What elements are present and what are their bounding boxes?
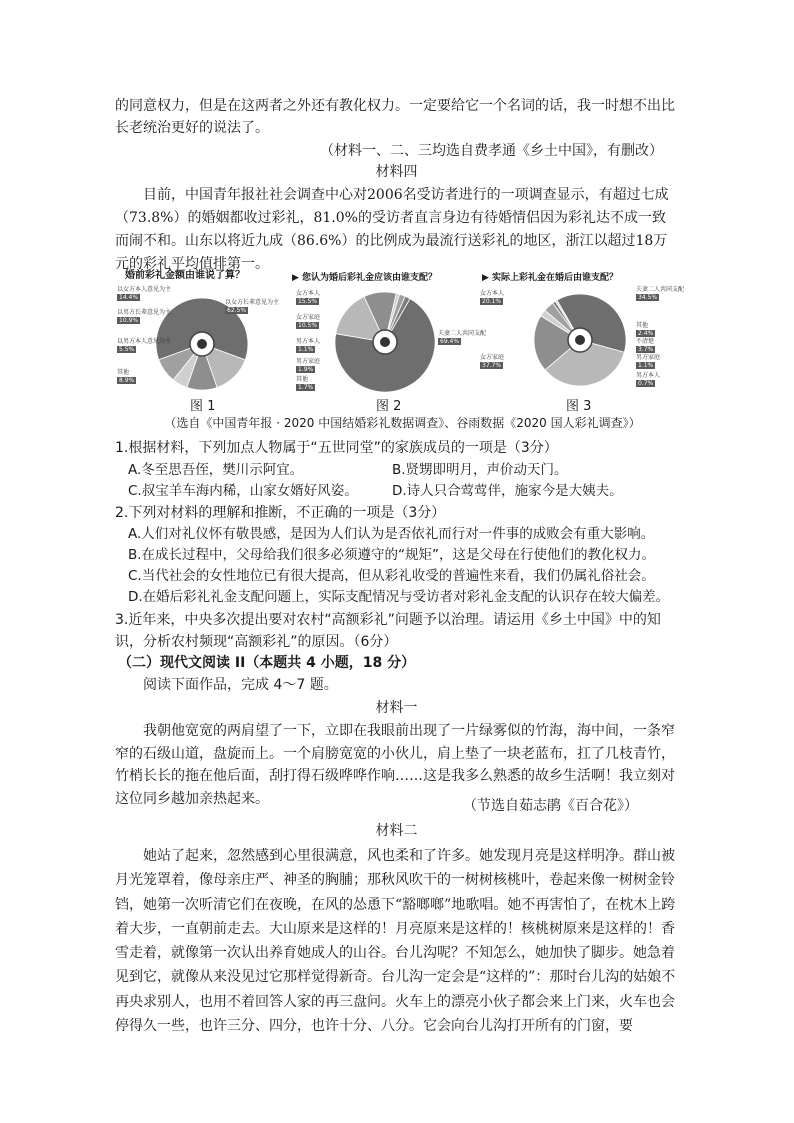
material1-paragraph: 我朝他宽宽的两肩望了一下，立即在我眼前出现了一片绿雾似的竹海，海中间，一条窄窄的石级山道，盘旋而上。一个肩膀宽宽的小伙儿，肩上垫了一块老蓝布，扛了几枝青竹，竹梢长长的拖在他后面，刮打得石级哗哗作响……这是我多么熟悉的故乡生活啊！我立刻对这位同乡越加亲热起来。 — [115, 723, 675, 807]
fig2-label-2: 男方本人 1.1% — [296, 338, 321, 353]
figure-1-pie — [115, 264, 285, 394]
figure-3-label: 图 3 — [566, 399, 592, 414]
fig1-label-4: 以女方长辈意见为主 62.5% — [225, 299, 280, 314]
question-2-stem: 2.下列对材料的理解和推断，不正确的一项是（3分） — [115, 505, 446, 521]
fig1-label-2: 以男方本人意见为主 5.5% — [117, 338, 172, 353]
material2-paragraph: 她站了起来，忽然感到心里很满意，风也柔和了许多。她发现月亮是这样明净。群山被月光笼罩着，像母亲庄严、神圣的胸脯；那秋风吹干的一树树核桃叶，卷起来像一树树金铃铛，她第一次听清它们在夜晚，在风的怂恿下“豁啷啷”地歌唱。她不再害怕了，在枕木上跨着大步，一直朝前走去。大山原来是这样的！月亮原来是这样的！核桃树原来是这样的！香雪走着，就像第一次认出养育她成人的山谷。台儿沟呢？不知怎么，她加快了脚步。她急着见到它，就像从来没见过它那样觉得新奇。台儿沟一定会是“这样的”：那时台儿沟的姑娘不再央求别人，也用不着回答人家的再三盘问。火车上的漂亮小伙子都会来上门来，火车也会停得久一些，也许三分、四分，也许十分、八分。它会向台儿沟打开所有的门窗，要 — [115, 848, 676, 1035]
figure-3-title: ▶ 实际上彩礼金在婚后由谁支配？ — [482, 273, 619, 283]
material4-paragraph: 目前，中国青年报社社会调查中心对2006名受访者进行的一项调查显示，有超过七成（73.8%）的婚姻都收过彩礼，81.0%的受访者直言身边有待婚情侣因为彩礼达不成一致而闹不和。山东以将近九成（86.6%）的比例成为最流行送彩礼的地区，浙江以超过18万元的彩礼平均值排第一。 — [115, 187, 669, 272]
figure-1-label: 图 1 — [190, 399, 216, 414]
section-2-heading: （二）现代文阅读 II（本题共 4 小题，18 分） — [118, 655, 416, 671]
intro-line-2: 长老统治更好的说法了。 — [115, 120, 269, 136]
fig3-label-5: 男方家庭 1.1% — [636, 354, 661, 369]
material2-heading: 材料二 — [375, 823, 418, 839]
pie-center-icon-3 — [575, 335, 585, 345]
fig1-label-1: 以男方长辈意见为主 10.9% — [117, 309, 172, 324]
fig3-label-2: 夫妻二人共同支配 34.5% — [636, 286, 685, 301]
question-1-stem: 1.根据材料，下列加点人物属于“五世同堂”的家族成员的一项是（3分） — [115, 440, 558, 456]
fig1-label-0: 以女方本人意见为主 14.4% — [117, 286, 172, 301]
question-1-option-c: C.叔宝羊车海内稀，山家女婿好风姿。 — [128, 483, 358, 499]
fig3-label-4: 不清楚 3.7% — [636, 338, 655, 353]
figure-2-title: ▶ 您认为婚后彩礼金应该由谁支配？ — [292, 273, 438, 283]
question-3-line-2: 识，分析农村频现“高额彩礼”的原因。（6分） — [115, 634, 398, 650]
figure-2-label: 图 2 — [376, 399, 402, 414]
question-1-option-b: B.贤甥即明月，声价动天门。 — [392, 462, 568, 478]
figure-2 — [290, 264, 487, 394]
charts-source: （选自《中国青年报 · 2020 中国结婚彩礼数据调查》、谷雨数据《2020 国人彩礼调查》） — [164, 416, 641, 430]
figure-1-title: 婚前彩礼金额由谁说了算？ — [125, 270, 245, 281]
pie-center-icon-1 — [197, 339, 207, 349]
fig2-label-3: 男方家庭 1.9% — [296, 358, 321, 373]
fig2-label-4: 其他 1.7% — [296, 376, 314, 391]
fig3-label-3: 其他 2.4% — [636, 322, 654, 337]
question-1-option-a: A.冬至思吾侄，樊川示阿宜。 — [128, 462, 304, 478]
question-2-option-d: D.在婚后彩礼礼金支配问题上，实际支配情况与受访者对彩礼金支配的认识存在较大偏差。 — [128, 589, 670, 605]
material1-heading: 材料一 — [375, 700, 418, 716]
figure-3 — [478, 264, 685, 394]
fig2-label-5: 夫妻二人共同支配 69.4% — [438, 330, 487, 345]
question-1-option-d: D.诗人只合莺莺伴，施家今是大姨夫。 — [392, 483, 623, 499]
question-2-option-c: C.当代社会的女性地位已有很大提高，但从彩礼收受的普遍性来看，我们仍属礼俗社会。 — [128, 568, 655, 584]
intro-source: （材料一、二、三均选自费孝通《乡土中国》，有删改） — [320, 143, 663, 159]
fig2-label-1: 女方家庭 10.5% — [296, 314, 321, 329]
section-2-instruction: 阅读下面作品，完成 4～7 题。 — [143, 677, 338, 693]
figure-2-pie — [290, 264, 475, 394]
material1-source: （节选自茹志鹃《百合花》） — [463, 798, 638, 814]
question-3-line-1: 3.近年来，中央多次提出要对农村“高额彩礼”问题予以治理。请运用《乡土中国》中的知 — [115, 612, 661, 628]
fig3-label-0: 女方本人 20.1% — [480, 290, 505, 305]
fig3-label-1: 女方家庭 37.7% — [480, 354, 505, 369]
figure-1 — [115, 264, 285, 394]
material4-heading: 材料四 — [375, 164, 418, 180]
fig2-label-0: 女方本人 15.5% — [296, 290, 321, 305]
fig1-label-3: 其他 8.9% — [117, 369, 135, 384]
question-2-option-a: A.人们对礼仪怀有敬畏感，是因为人们认为是否依礼而行对一件事的成败会有重大影响。 — [128, 526, 655, 542]
fig3-label-6: 男方本人 0.7% — [636, 372, 661, 387]
pie-center-icon-2 — [380, 337, 390, 347]
question-2-option-b: B.在成长过程中，父母给我们很多必须遵守的“规矩”，这是父母在行使他们的教化权力。 — [128, 547, 656, 563]
intro-line-1: 的同意权力，但是在这两者之外还有教化权力。一定要给它一个名词的话，我一时想不出比 — [115, 98, 675, 114]
